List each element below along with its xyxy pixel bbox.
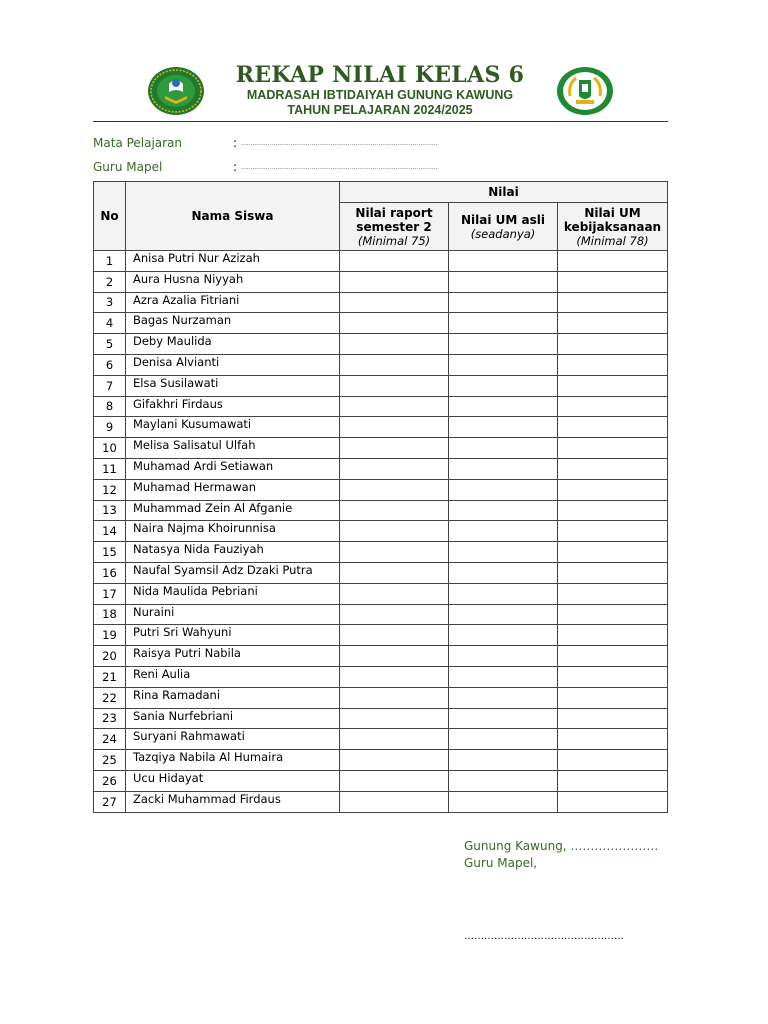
report-score-cell[interactable] <box>340 687 449 708</box>
report-score-cell[interactable] <box>340 708 449 729</box>
um-original-cell[interactable] <box>449 500 558 521</box>
um-original-cell[interactable] <box>449 354 558 375</box>
header-report-score <box>340 203 449 251</box>
student-name: Anisa Putri Nur Azizah <box>126 251 340 272</box>
row-number: 25 <box>94 750 126 771</box>
um-original-cell[interactable] <box>449 396 558 417</box>
report-score-cell[interactable] <box>340 271 449 292</box>
um-policy-cell[interactable] <box>558 417 668 438</box>
report-score-cell[interactable] <box>340 750 449 771</box>
table-row <box>94 251 668 272</box>
um-policy-cell[interactable] <box>558 521 668 542</box>
row-number: 10 <box>94 438 126 459</box>
um-policy-cell[interactable] <box>558 375 668 396</box>
table-row <box>94 562 668 583</box>
table-row <box>94 646 668 667</box>
report-score-cell[interactable] <box>340 646 449 667</box>
row-number: 4 <box>94 313 126 334</box>
report-score-cell[interactable] <box>340 458 449 479</box>
um-policy-cell[interactable] <box>558 687 668 708</box>
row-number: 22 <box>94 687 126 708</box>
student-name: Deby Maulida <box>126 334 340 355</box>
student-name: Nuraini <box>126 604 340 625</box>
table-row <box>94 500 668 521</box>
teacher-colon: : <box>233 160 238 174</box>
table-row <box>94 334 668 355</box>
row-number: 20 <box>94 646 126 667</box>
um-policy-cell[interactable] <box>558 500 668 521</box>
um-original-cell[interactable] <box>449 770 558 791</box>
header-title-block <box>210 62 550 118</box>
table-row <box>94 604 668 625</box>
table-row <box>94 750 668 771</box>
um-original-cell[interactable] <box>449 562 558 583</box>
subject-fill-line: ....................................................................................................... <box>241 140 438 147</box>
um-original-cell[interactable] <box>449 750 558 771</box>
subject-label: Mata Pelajaran <box>93 136 183 150</box>
subject-colon: : <box>233 136 238 150</box>
um-policy-cell[interactable] <box>558 292 668 313</box>
um-policy-cell[interactable] <box>558 251 668 272</box>
row-number: 2 <box>94 271 126 292</box>
um-policy-cell[interactable] <box>558 666 668 687</box>
student-name: Azra Azalia Fitriani <box>126 292 340 313</box>
row-number: 13 <box>94 500 126 521</box>
header-um-original-title: Nilai UM asli <box>461 212 545 227</box>
table-row <box>94 438 668 459</box>
row-number: 18 <box>94 604 126 625</box>
table-row <box>94 770 668 791</box>
um-policy-cell[interactable] <box>558 646 668 667</box>
table-row <box>94 791 668 812</box>
report-score-cell[interactable] <box>340 313 449 334</box>
report-score-cell[interactable] <box>340 770 449 791</box>
um-policy-cell[interactable] <box>558 313 668 334</box>
report-score-cell[interactable] <box>340 604 449 625</box>
row-number: 8 <box>94 396 126 417</box>
table-row <box>94 521 668 542</box>
table-row <box>94 292 668 313</box>
row-number: 21 <box>94 666 126 687</box>
student-name: Muhamad Ardi Setiawan <box>126 458 340 479</box>
um-original-cell[interactable] <box>449 646 558 667</box>
um-policy-cell[interactable] <box>558 271 668 292</box>
student-name: Muhammad Zein Al Afganie <box>126 500 340 521</box>
student-name: Nida Maulida Pebriani <box>126 583 340 604</box>
um-original-cell[interactable] <box>449 542 558 563</box>
row-number: 1 <box>94 251 126 272</box>
table-row <box>94 396 668 417</box>
table-row <box>94 458 668 479</box>
header-um-original <box>449 203 558 251</box>
table-row <box>94 666 668 687</box>
um-original-cell[interactable] <box>449 479 558 500</box>
grades-table <box>93 181 668 813</box>
row-number: 23 <box>94 708 126 729</box>
row-number: 9 <box>94 417 126 438</box>
school-name: MADRASAH IBTIDAIYAH GUNUNG KAWUNG <box>246 88 514 102</box>
um-original-cell[interactable] <box>449 687 558 708</box>
um-original-cell[interactable] <box>449 292 558 313</box>
signature-line: ………………………………………… <box>464 931 624 942</box>
um-original-cell[interactable] <box>449 458 558 479</box>
row-number: 26 <box>94 770 126 791</box>
um-original-cell[interactable] <box>449 521 558 542</box>
table-row <box>94 375 668 396</box>
report-score-cell[interactable] <box>340 542 449 563</box>
um-original-cell[interactable] <box>449 417 558 438</box>
um-policy-cell[interactable] <box>558 750 668 771</box>
table-row <box>94 417 668 438</box>
table-row <box>94 542 668 563</box>
student-name: Bagas Nurzaman <box>126 313 340 334</box>
student-name: Zacki Muhammad Firdaus <box>126 791 340 812</box>
student-name: Aura Husna Niyyah <box>126 271 340 292</box>
um-policy-cell[interactable] <box>558 604 668 625</box>
um-original-cell[interactable] <box>449 604 558 625</box>
header-report-note: (Minimal 75) <box>357 233 431 248</box>
um-original-cell[interactable] <box>449 375 558 396</box>
signature-role: Guru Mapel, <box>464 856 538 870</box>
row-number: 11 <box>94 458 126 479</box>
row-number: 16 <box>94 562 126 583</box>
table-row <box>94 625 668 646</box>
row-number: 6 <box>94 354 126 375</box>
report-score-cell[interactable] <box>340 729 449 750</box>
teacher-label: Guru Mapel <box>93 160 163 174</box>
document-title: REKAP NILAI KELAS 6 <box>235 62 525 88</box>
row-number: 12 <box>94 479 126 500</box>
student-name: Gifakhri Firdaus <box>126 396 340 417</box>
table-row <box>94 479 668 500</box>
um-original-cell[interactable] <box>449 625 558 646</box>
student-name: Naufal Syamsil Adz Dzaki Putra <box>126 562 340 583</box>
um-policy-cell[interactable] <box>558 438 668 459</box>
student-rows <box>94 251 668 813</box>
header-um-original-note: (seadanya) <box>470 226 536 241</box>
school-logo-icon <box>147 66 205 116</box>
report-score-cell[interactable] <box>340 251 449 272</box>
report-score-cell[interactable] <box>340 521 449 542</box>
table-row <box>94 313 668 334</box>
report-score-cell[interactable] <box>340 562 449 583</box>
student-name: Putri Sri Wahyuni <box>126 625 340 646</box>
um-policy-cell[interactable] <box>558 354 668 375</box>
um-policy-cell[interactable] <box>558 562 668 583</box>
report-score-cell[interactable] <box>340 479 449 500</box>
um-policy-cell[interactable] <box>558 791 668 812</box>
table-row <box>94 271 668 292</box>
student-name: Rina Ramadani <box>126 687 340 708</box>
table-row <box>94 583 668 604</box>
header-student-name: Nama Siswa <box>126 182 340 251</box>
row-number: 14 <box>94 521 126 542</box>
meta-row-teacher <box>93 160 437 174</box>
report-score-cell[interactable] <box>340 396 449 417</box>
student-name: Denisa Alvianti <box>126 354 340 375</box>
um-policy-cell[interactable] <box>558 334 668 355</box>
report-score-cell[interactable] <box>340 791 449 812</box>
row-number: 24 <box>94 729 126 750</box>
student-name: Muhamad Hermawan <box>126 479 340 500</box>
row-number: 5 <box>94 334 126 355</box>
report-score-cell[interactable] <box>340 354 449 375</box>
um-policy-cell[interactable] <box>558 458 668 479</box>
um-original-cell[interactable] <box>449 313 558 334</box>
um-policy-cell[interactable] <box>558 625 668 646</box>
table-row <box>94 687 668 708</box>
report-score-cell[interactable] <box>340 666 449 687</box>
um-original-cell[interactable] <box>449 666 558 687</box>
um-original-cell[interactable] <box>449 271 558 292</box>
ministry-logo-icon <box>556 66 614 116</box>
report-score-cell[interactable] <box>340 334 449 355</box>
student-name: Suryani Rahmawati <box>126 729 340 750</box>
student-name: Reni Aulia <box>126 666 340 687</box>
um-policy-cell[interactable] <box>558 396 668 417</box>
report-score-cell[interactable] <box>340 292 449 313</box>
student-name: Tazqiya Nabila Al Humaira <box>126 750 340 771</box>
academic-year: TAHUN PELAJARAN 2024/2025 <box>287 103 473 117</box>
header-um-policy-note: (Minimal 78) <box>576 233 649 248</box>
um-policy-cell[interactable] <box>558 479 668 500</box>
report-score-cell[interactable] <box>340 625 449 646</box>
um-original-cell[interactable] <box>449 583 558 604</box>
um-policy-cell[interactable] <box>558 583 668 604</box>
row-number: 3 <box>94 292 126 313</box>
um-original-cell[interactable] <box>449 729 558 750</box>
row-number: 7 <box>94 375 126 396</box>
student-name: Elsa Susilawati <box>126 375 340 396</box>
report-score-cell[interactable] <box>340 500 449 521</box>
report-score-cell[interactable] <box>340 375 449 396</box>
um-original-cell[interactable] <box>449 791 558 812</box>
row-number: 17 <box>94 583 126 604</box>
um-policy-cell[interactable] <box>558 542 668 563</box>
header-um-policy-title: Nilai UM kebijaksanaan <box>563 205 662 234</box>
um-original-cell[interactable] <box>449 708 558 729</box>
um-policy-cell[interactable] <box>558 729 668 750</box>
um-original-cell[interactable] <box>449 251 558 272</box>
um-policy-cell[interactable] <box>558 770 668 791</box>
student-name: Sania Nurfebriani <box>126 708 340 729</box>
header-um-policy <box>558 203 668 251</box>
student-name: Natasya Nida Fauziyah <box>126 542 340 563</box>
um-original-cell[interactable] <box>449 438 558 459</box>
teacher-fill-line: ....................................................................................................... <box>241 164 438 171</box>
header-no: No <box>94 182 126 251</box>
student-name: Naira Najma Khoirunnisa <box>126 521 340 542</box>
signature-place-date: Gunung Kawung, …………………. <box>464 839 659 853</box>
um-policy-cell[interactable] <box>558 708 668 729</box>
report-score-cell[interactable] <box>340 417 449 438</box>
header-nilai-group: Nilai <box>340 182 668 203</box>
table-row <box>94 354 668 375</box>
table-row <box>94 708 668 729</box>
student-name: Maylani Kusumawati <box>126 417 340 438</box>
row-number: 19 <box>94 625 126 646</box>
um-original-cell[interactable] <box>449 334 558 355</box>
header-divider <box>93 121 668 122</box>
student-name: Raisya Putri Nabila <box>126 646 340 667</box>
row-number: 15 <box>94 542 126 563</box>
row-number: 27 <box>94 791 126 812</box>
meta-row-subject <box>93 136 437 150</box>
report-score-cell[interactable] <box>340 583 449 604</box>
report-score-cell[interactable] <box>340 438 449 459</box>
student-name: Melisa Salisatul Ulfah <box>126 438 340 459</box>
student-name: Ucu Hidayat <box>126 770 340 791</box>
table-row <box>94 729 668 750</box>
header-report-title: Nilai raport semester 2 <box>355 205 433 234</box>
